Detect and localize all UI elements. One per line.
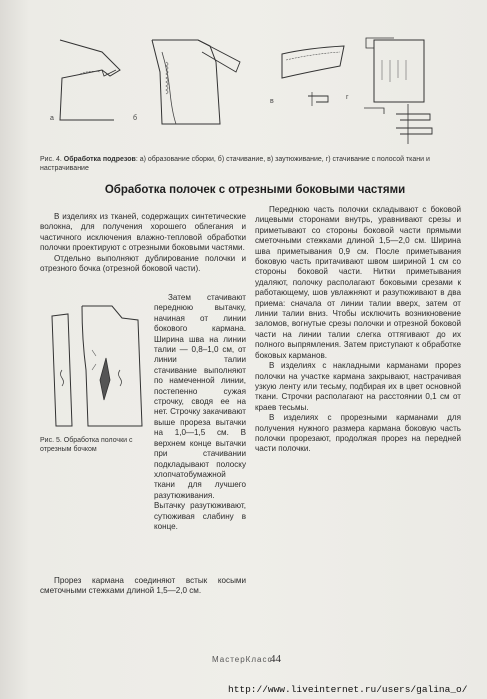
figure-4-label-a: а bbox=[50, 115, 54, 122]
column-1-top bbox=[40, 212, 246, 274]
figure-4-label-d: г bbox=[346, 94, 349, 101]
figure-5-drawing bbox=[42, 300, 150, 432]
figure-4-label-c: в bbox=[270, 98, 274, 105]
figure-5-caption: Рис. 5. Обработка полочки с отрезным бочком bbox=[40, 437, 133, 453]
paragraph: Прорез кармана соединяют встык косыми сметочными стежками длиной 1,5—2,0 см. bbox=[40, 576, 246, 596]
paragraph: В изделиях из тканей, содержащих синтетические волокна, для получения хорошего облегания и частичного исключения влажно-тепловой обработки полочки проектируют с отрезными боковыми частями. bbox=[40, 212, 246, 253]
figure-4-drawing-c bbox=[268, 38, 358, 118]
paragraph: Отдельно выполняют дублирование полочки и отрезного бочка (отрезной боковой части). bbox=[40, 253, 246, 274]
figure-4-drawing-d bbox=[360, 30, 450, 148]
column-2 bbox=[255, 205, 461, 455]
paragraph: В изделиях с накладными карманами прорез полочки на участке кармана закрывают, настрачивая узкую ленту или тесьму, подбирая их в цвет основной ткани. Строчки располагают на расстоянии 0,1 см от краев тесьмы. bbox=[255, 361, 461, 412]
figure-4-label-b: б bbox=[133, 115, 138, 122]
figure-4-drawing-a bbox=[42, 30, 132, 130]
paragraph: Переднюю часть полочки складывают с боковой лицевыми сторонами внутрь, уравнивают срезы и приметывают со стороны боковой части прямыми сметочными стежками длиной 1,5—2,0 см. Ширина шва приметывания 0,9 см. После приметывания боковую часть притачивают швом шириной 1 см со стороны боковой части. Нитки приметывания удаляют, полочку располагают боковыми срезами к работающему, шов увлажняют и разутюживают в два приема: сначала от линии талии вверх, затем от линии талии вниз. Чтобы исключить возникновение заломов, вогнутые срезы полочки и отрезной боковой части на линии талии слегка оттягивают до их полного выпрямления. Затем приступают к обработке боковых карманов. bbox=[255, 205, 461, 360]
paragraph: Затем стачивают переднюю вытачку, начиная от линии бокового кармана. Ширина шва на линии талии — 0,8–1,0 см, от линии талии стачивание выполняют по намеченной линии, постепенно сужая строчку, сводя ее на нет. Строчку закачивают выше прореза вытачки на 1,0—1,5 см. В верхнем конце вытачки при стачивании подкладывают полоску хлопчатобумажной ткани для лучшего разутюживания. Вытачку разутюживают, сутюживая слабину в конце. bbox=[154, 293, 246, 531]
column-1-bottom bbox=[40, 576, 246, 597]
figure-4-drawing-b bbox=[140, 32, 250, 132]
figure-4-caption: Рис. 4. Обработка подрезов: а) образование сборки, б) стачивание, в) заутюживание, г) стачивание с полосой ткани и настрачивание bbox=[40, 156, 430, 172]
paragraph: В изделиях с прорезными карманами для получения нужного размера кармана боковую часть полочки прорезают, продолжая прорез на передней части полочки. bbox=[255, 413, 461, 454]
source-url[interactable]: http://www.liveinternet.ru/users/galina_o/ bbox=[228, 684, 468, 695]
magazine-brand: МастерКласс bbox=[212, 655, 273, 664]
figure-4-caption-title: Обработка подрезов bbox=[63, 156, 136, 163]
column-1-beside-figure bbox=[154, 293, 246, 532]
section-heading: Обработка полочек с отрезными боковыми частями bbox=[104, 184, 406, 196]
page-number: 44 bbox=[270, 653, 281, 665]
